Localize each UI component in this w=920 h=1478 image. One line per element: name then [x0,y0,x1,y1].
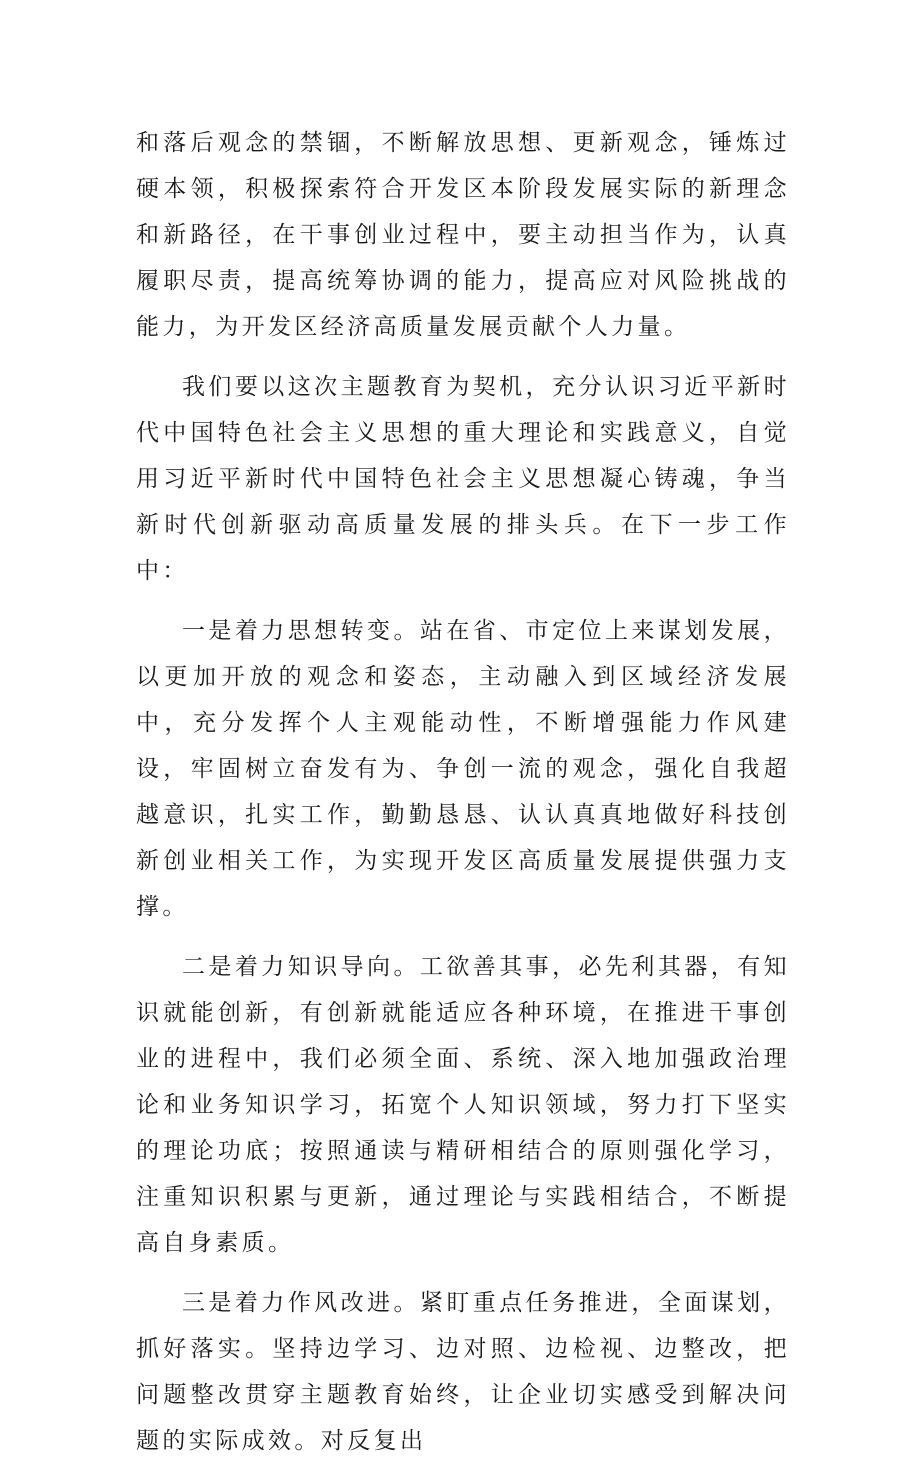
paragraph-work-style-improvement: 三是着力作风改进。紧盯重点任务推进，全面谋划，抓好落实。坚持边学习、边对照、边检视、边整改，把问题整改贯穿主题教育始终，让企业切实感受到解决问题的实际成效。对反复出 [136,1290,790,1454]
paragraph-continuation: 和落后观念的禁锢，不断解放思想、更新观念，锤炼过硬本领，积极探索符合开发区本阶段发展实际的新理念和新路径，在干事创业过程中，要主动担当作为，认真履职尽责，提高统筹协调的能力，提高应对风险挑战的能力，为开发区经济高质量发展贡献个人力量。 [136,130,790,340]
paragraph-theme-education: 我们要以这次主题教育为契机，充分认识习近平新时代中国特色社会主义思想的重大理论和实践意义，自觉用习近平新时代中国特色社会主义思想凝心铸魂，争当新时代创新驱动高质量发展的排头兵。在下一步工作中： [136,374,790,584]
paragraph-knowledge-orientation: 二是着力知识导向。工欲善其事，必先利其器，有知识就能创新，有创新就能适应各种环境，在推进干事创业的进程中，我们必须全面、系统、深入地加强政治理论和业务知识学习，拓宽个人知识领域，努力打下坚实的理论功底；按照通读与精研相结合的原则强化学习，注重知识积累与更新，通过理论与实践相结合，不断提高自身素质。 [136,954,790,1256]
document-page [136,120,790,1478]
paragraph-thought-transformation: 一是着力思想转变。站在省、市定位上来谋划发展，以更加开放的观念和姿态，主动融入到区域经济发展中，充分发挥个人主观能动性，不断增强能力作风建设，牢固树立奋发有为、争创一流的观念，强化自我超越意识，扎实工作，勤勤恳恳、认认真真地做好科技创新创业相关工作，为实现开发区高质量发展提供强力支撑。 [136,618,790,920]
